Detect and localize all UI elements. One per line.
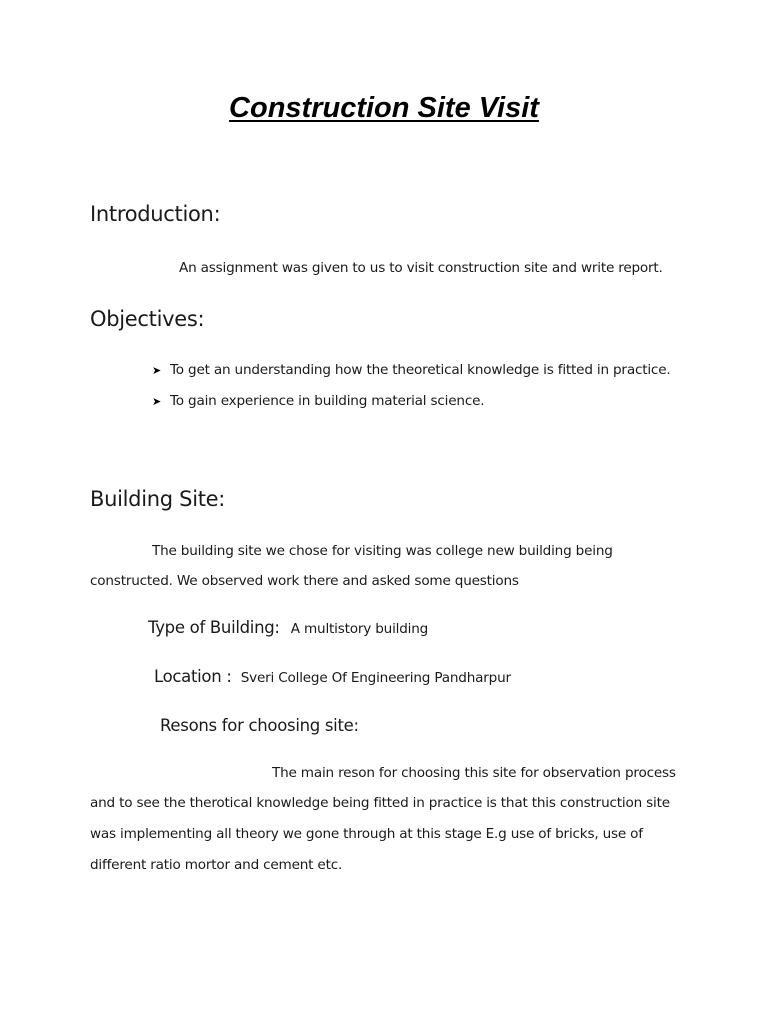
location-value: Sveri College Of Engineering Pandharpur xyxy=(240,670,511,686)
reasons-line-3: was implementing all theory we gone through at this stage E.g use of bricks, use of xyxy=(90,826,643,842)
building-site-heading: Building Site: xyxy=(90,487,226,511)
type-of-building-label: Type of Building: xyxy=(148,618,280,637)
objectives-heading: Objectives: xyxy=(90,307,205,331)
reasons-line-4: different ratio mortor and cement etc. xyxy=(90,857,343,873)
location-row xyxy=(154,667,511,686)
list-item xyxy=(152,362,671,378)
type-of-building-value: A multistory building xyxy=(290,621,429,637)
reasons-line-2: and to see the therotical knowledge being fitted in practice is that this construction site xyxy=(90,795,670,811)
building-site-line-2: constructed. We observed work there and asked some questions xyxy=(90,573,519,589)
list-item xyxy=(152,393,484,409)
page-title: Construction Site Visit xyxy=(229,92,539,124)
type-of-building-row xyxy=(148,618,428,637)
reasons-line-1: The main reson for choosing this site for observation process xyxy=(272,765,676,781)
arrowhead-bullet-icon: ➤ xyxy=(152,363,162,377)
objective-text: To gain experience in building material science. xyxy=(170,393,485,409)
introduction-heading: Introduction: xyxy=(90,202,221,226)
introduction-text: An assignment was given to us to visit construction site and write report. xyxy=(179,260,663,276)
location-label: Location : xyxy=(154,667,232,686)
reasons-label: Resons for choosing site: xyxy=(160,716,359,735)
building-site-line-1: The building site we chose for visiting was college new building being xyxy=(152,543,613,559)
arrowhead-bullet-icon: ➤ xyxy=(152,394,162,408)
objective-text: To get an understanding how the theoretical knowledge is fitted in practice. xyxy=(170,362,671,378)
